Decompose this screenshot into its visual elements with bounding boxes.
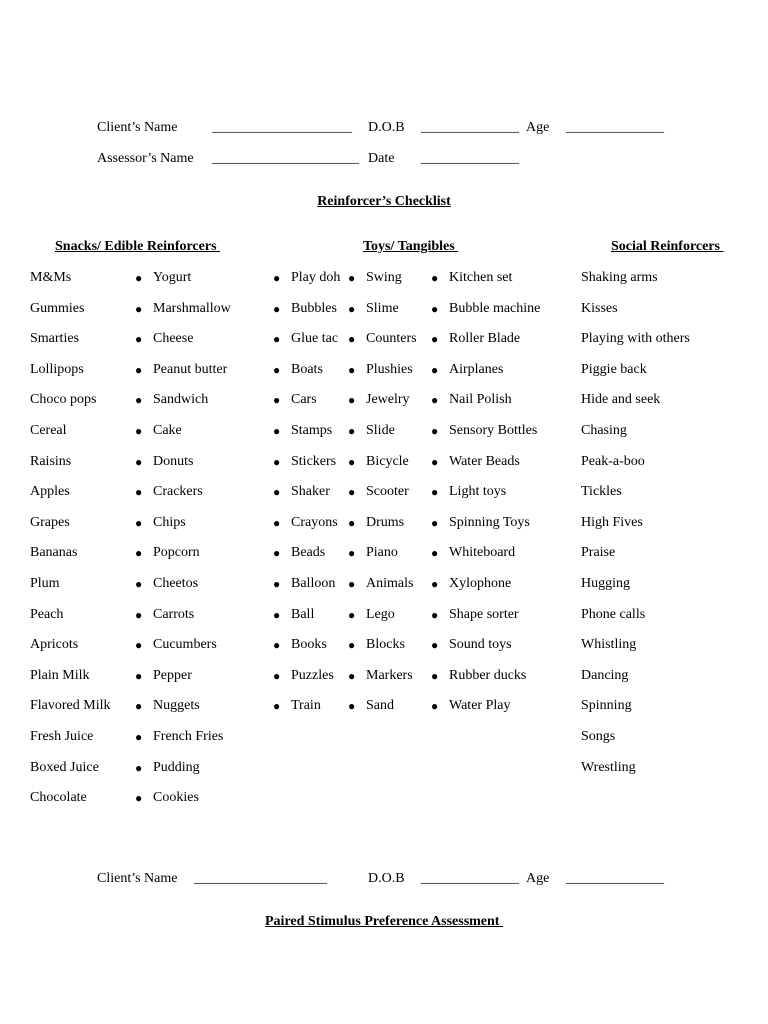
snack-bullet-item: Nuggets bbox=[153, 698, 200, 713]
bullet-icon: ● bbox=[273, 638, 281, 652]
toy-item: Spinning Toys bbox=[449, 515, 530, 530]
toy-item: Glue tac bbox=[291, 331, 339, 346]
assessor-name-blank: _____________________ bbox=[212, 151, 359, 166]
snack-bullet-item: Marshmallow bbox=[153, 301, 231, 316]
toy-item: Roller Blade bbox=[449, 331, 521, 346]
dob-blank: ______________ bbox=[421, 120, 519, 135]
social-item: Peak-a-boo bbox=[581, 454, 645, 469]
toy-item: Shape sorter bbox=[449, 607, 519, 622]
date-label: Date bbox=[368, 151, 395, 166]
social-heading: Social Reinforcers bbox=[611, 239, 724, 254]
snack-item: Smarties bbox=[30, 331, 79, 346]
snack-bullet-item: Chips bbox=[153, 515, 186, 530]
bullet-icon: ● bbox=[273, 669, 281, 683]
snack-item: Plain Milk bbox=[30, 668, 90, 683]
social-item: Chasing bbox=[581, 423, 627, 438]
toy-item: Sound toys bbox=[449, 637, 512, 652]
bullet-icon: ● bbox=[135, 638, 143, 652]
date-blank: ______________ bbox=[421, 151, 519, 166]
bullet-icon: ● bbox=[135, 669, 143, 683]
snack-bullet-item: Popcorn bbox=[153, 545, 200, 560]
snack-item: Grapes bbox=[30, 515, 70, 530]
social-item: Phone calls bbox=[581, 607, 646, 622]
bullet-icon: ● bbox=[431, 546, 439, 560]
toy-item: Beads bbox=[291, 545, 326, 560]
toy-item: Balloon bbox=[291, 576, 336, 591]
toy-item: Airplanes bbox=[449, 362, 504, 377]
social-item: Hide and seek bbox=[581, 392, 661, 407]
footer-age-blank: ______________ bbox=[566, 871, 664, 886]
snack-bullet-item: Pudding bbox=[153, 760, 200, 775]
snack-item: Lollipops bbox=[30, 362, 84, 377]
bullet-icon: ● bbox=[348, 424, 356, 438]
bullet-icon: ● bbox=[348, 546, 356, 560]
bullet-icon: ● bbox=[348, 393, 356, 407]
toy-item: Train bbox=[291, 698, 321, 713]
bullet-icon: ● bbox=[273, 332, 281, 346]
snack-bullet-item: Yogurt bbox=[153, 270, 192, 285]
bullet-icon: ● bbox=[135, 332, 143, 346]
footer-dob-blank: ______________ bbox=[421, 871, 519, 886]
toy-item: Stamps bbox=[291, 423, 333, 438]
bullet-icon: ● bbox=[348, 271, 356, 285]
social-item: Kisses bbox=[581, 301, 618, 316]
social-item: Songs bbox=[581, 729, 616, 744]
bullet-icon: ● bbox=[135, 791, 143, 805]
social-item: Piggie back bbox=[581, 362, 647, 377]
bullet-icon: ● bbox=[348, 577, 356, 591]
checklist-title: Reinforcer’s Checklist bbox=[317, 194, 451, 209]
bullet-icon: ● bbox=[135, 302, 143, 316]
toy-item: Plushies bbox=[366, 362, 413, 377]
snack-item: Cereal bbox=[30, 423, 67, 438]
toy-item: Shaker bbox=[291, 484, 330, 499]
toy-item: Drums bbox=[366, 515, 405, 530]
toy-item: Markers bbox=[366, 668, 413, 683]
toy-item: Nail Polish bbox=[449, 392, 512, 407]
toy-item: Cars bbox=[291, 392, 317, 407]
bullet-icon: ● bbox=[431, 332, 439, 346]
dob-label: D.O.B bbox=[368, 120, 405, 135]
bullet-icon: ● bbox=[431, 393, 439, 407]
bullet-icon: ● bbox=[135, 485, 143, 499]
bullet-icon: ● bbox=[273, 271, 281, 285]
age-label: Age bbox=[526, 120, 550, 135]
assessor-name-label: Assessor’s Name bbox=[97, 151, 194, 166]
snack-item: M&Ms bbox=[30, 270, 72, 285]
assessment-title: Paired Stimulus Preference Assessment bbox=[265, 914, 503, 929]
snack-bullet-item: Cake bbox=[153, 423, 182, 438]
social-item: Whistling bbox=[581, 637, 637, 652]
snacks-heading: Snacks/ Edible Reinforcers bbox=[55, 239, 221, 254]
toy-item: Rubber ducks bbox=[449, 668, 527, 683]
bullet-icon: ● bbox=[135, 424, 143, 438]
bullet-icon: ● bbox=[348, 332, 356, 346]
bullet-icon: ● bbox=[273, 516, 281, 530]
snack-bullet-item: Crackers bbox=[153, 484, 203, 499]
client-name-blank: ____________________ bbox=[212, 120, 352, 135]
toy-item: Books bbox=[291, 637, 327, 652]
bullet-icon: ● bbox=[273, 393, 281, 407]
toy-item: Blocks bbox=[366, 637, 405, 652]
bullet-icon: ● bbox=[273, 577, 281, 591]
toy-item: Boats bbox=[291, 362, 323, 377]
toy-item: Scooter bbox=[366, 484, 409, 499]
bullet-icon: ● bbox=[348, 363, 356, 377]
bullet-icon: ● bbox=[135, 608, 143, 622]
social-item: Playing with others bbox=[581, 331, 690, 346]
bullet-icon: ● bbox=[135, 271, 143, 285]
snack-bullet-item: Cookies bbox=[153, 790, 199, 805]
toy-item: Bicycle bbox=[366, 454, 409, 469]
bullet-icon: ● bbox=[135, 516, 143, 530]
social-item: Praise bbox=[581, 545, 616, 560]
bullet-icon: ● bbox=[348, 608, 356, 622]
age-blank: ______________ bbox=[566, 120, 664, 135]
bullet-icon: ● bbox=[431, 577, 439, 591]
snack-bullet-item: Donuts bbox=[153, 454, 194, 469]
toy-item: Light toys bbox=[449, 484, 507, 499]
toy-item: Jewelry bbox=[366, 392, 410, 407]
bullet-icon: ● bbox=[431, 516, 439, 530]
client-name-label: Client’s Name bbox=[97, 120, 178, 135]
bullet-icon: ● bbox=[273, 699, 281, 713]
footer-client-name-label: Client’s Name bbox=[97, 871, 178, 886]
social-item: Tickles bbox=[581, 484, 622, 499]
bullet-icon: ● bbox=[431, 669, 439, 683]
bullet-icon: ● bbox=[348, 455, 356, 469]
toy-item: Whiteboard bbox=[449, 545, 516, 560]
snack-item: Peach bbox=[30, 607, 64, 622]
snack-bullet-item: French Fries bbox=[153, 729, 224, 744]
bullet-icon: ● bbox=[135, 393, 143, 407]
bullet-icon: ● bbox=[348, 669, 356, 683]
toy-item: Swing bbox=[366, 270, 402, 285]
snack-item: Gummies bbox=[30, 301, 85, 316]
bullet-icon: ● bbox=[273, 546, 281, 560]
snack-bullet-item: Sandwich bbox=[153, 392, 209, 407]
toy-item: Water Beads bbox=[449, 454, 520, 469]
toys-heading: Toys/ Tangibles bbox=[363, 239, 459, 254]
bullet-icon: ● bbox=[273, 608, 281, 622]
bullet-icon: ● bbox=[135, 577, 143, 591]
bullet-icon: ● bbox=[431, 638, 439, 652]
footer-dob-label: D.O.B bbox=[368, 871, 405, 886]
social-item: Wrestling bbox=[581, 760, 636, 775]
bullet-icon: ● bbox=[431, 699, 439, 713]
snack-bullet-item: Cheetos bbox=[153, 576, 199, 591]
toy-item: Sensory Bottles bbox=[449, 423, 538, 438]
footer-client-name-blank: ___________________ bbox=[194, 871, 327, 886]
bullet-icon: ● bbox=[135, 546, 143, 560]
bullet-icon: ● bbox=[273, 485, 281, 499]
bullet-icon: ● bbox=[431, 485, 439, 499]
snack-item: Raisins bbox=[30, 454, 72, 469]
toy-item: Slime bbox=[366, 301, 399, 316]
bullet-icon: ● bbox=[273, 302, 281, 316]
snack-bullet-item: Carrots bbox=[153, 607, 195, 622]
bullet-icon: ● bbox=[348, 638, 356, 652]
snack-item: Fresh Juice bbox=[30, 729, 94, 744]
bullet-icon: ● bbox=[348, 699, 356, 713]
social-item: Shaking arms bbox=[581, 270, 658, 285]
bullet-icon: ● bbox=[431, 455, 439, 469]
social-item: Dancing bbox=[581, 668, 629, 683]
snack-item: Chocolate bbox=[30, 790, 87, 805]
bullet-icon: ● bbox=[135, 761, 143, 775]
bullet-icon: ● bbox=[348, 302, 356, 316]
toy-item: Animals bbox=[366, 576, 414, 591]
toy-item: Crayons bbox=[291, 515, 338, 530]
snack-bullet-item: Pepper bbox=[153, 668, 192, 683]
toy-item: Slide bbox=[366, 423, 395, 438]
bullet-icon: ● bbox=[273, 424, 281, 438]
snack-item: Choco pops bbox=[30, 392, 97, 407]
bullet-icon: ● bbox=[273, 363, 281, 377]
snack-item: Plum bbox=[30, 576, 60, 591]
snack-bullet-item: Cucumbers bbox=[153, 637, 217, 652]
toy-item: Lego bbox=[366, 607, 395, 622]
snack-item: Bananas bbox=[30, 545, 78, 560]
snack-item: Flavored Milk bbox=[30, 698, 111, 713]
bullet-icon: ● bbox=[431, 363, 439, 377]
snack-bullet-item: Cheese bbox=[153, 331, 194, 346]
toy-item: Puzzles bbox=[291, 668, 334, 683]
toy-item: Piano bbox=[366, 545, 398, 560]
toy-item: Play doh bbox=[291, 270, 341, 285]
snack-item: Apples bbox=[30, 484, 70, 499]
social-item: Spinning bbox=[581, 698, 632, 713]
toy-item: Bubble machine bbox=[449, 301, 541, 316]
bullet-icon: ● bbox=[135, 363, 143, 377]
toy-item: Counters bbox=[366, 331, 417, 346]
bullet-icon: ● bbox=[431, 271, 439, 285]
bullet-icon: ● bbox=[431, 424, 439, 438]
snack-item: Boxed Juice bbox=[30, 760, 99, 775]
bullet-icon: ● bbox=[135, 730, 143, 744]
bullet-icon: ● bbox=[431, 608, 439, 622]
bullet-icon: ● bbox=[273, 455, 281, 469]
social-item: Hugging bbox=[581, 576, 630, 591]
toy-item: Sand bbox=[366, 698, 394, 713]
bullet-icon: ● bbox=[348, 516, 356, 530]
bullet-icon: ● bbox=[135, 699, 143, 713]
snack-item: Apricots bbox=[30, 637, 79, 652]
toy-item: Bubbles bbox=[291, 301, 337, 316]
footer-age-label: Age bbox=[526, 871, 550, 886]
toy-item: Kitchen set bbox=[449, 270, 513, 285]
toy-item: Ball bbox=[291, 607, 315, 622]
toy-item: Stickers bbox=[291, 454, 337, 469]
bullet-icon: ● bbox=[431, 302, 439, 316]
bullet-icon: ● bbox=[135, 455, 143, 469]
bullet-icon: ● bbox=[348, 485, 356, 499]
social-item: High Fives bbox=[581, 515, 643, 530]
toy-item: Water Play bbox=[449, 698, 511, 713]
toy-item: Xylophone bbox=[449, 576, 512, 591]
snack-bullet-item: Peanut butter bbox=[153, 362, 228, 377]
